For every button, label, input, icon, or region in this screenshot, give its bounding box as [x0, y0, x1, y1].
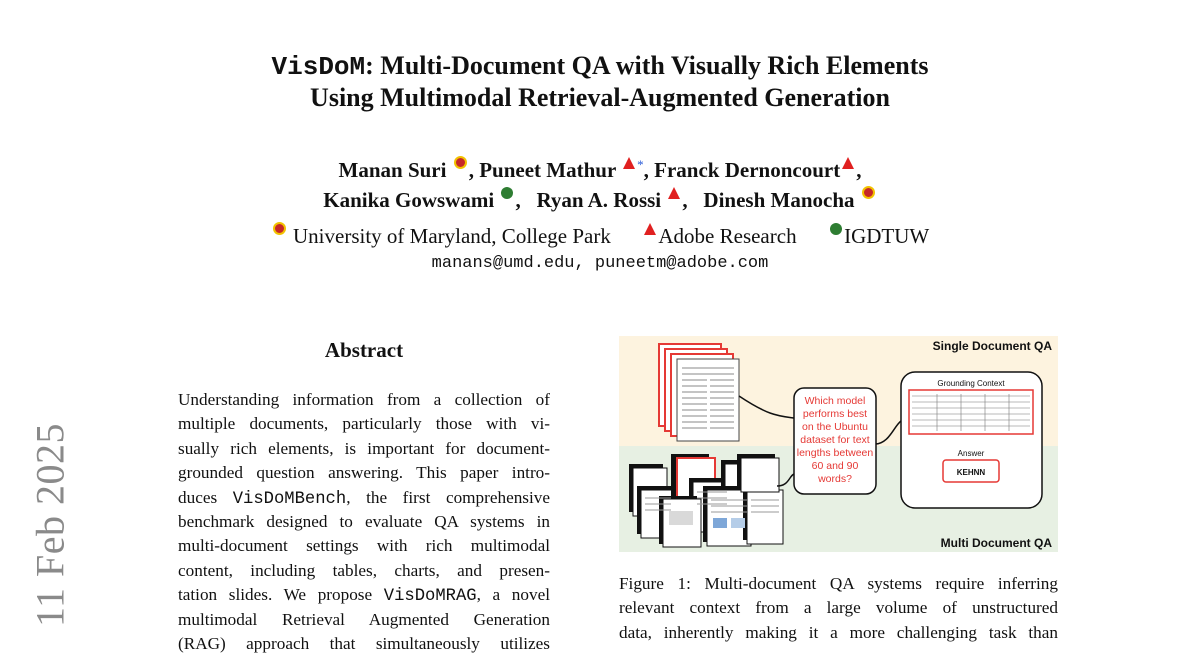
author-franck-dernoncourt: , Franck Dernoncourt — [643, 158, 841, 182]
question-line: 60 and 90 — [811, 460, 859, 472]
author-separator: , — [682, 188, 688, 212]
grounding-context-title: Grounding Context — [937, 379, 1005, 388]
grounding-table — [909, 390, 1033, 434]
single-doc-label: Single Document QA — [932, 339, 1052, 353]
umd-logo-icon — [862, 186, 875, 199]
abstract-text: , the first comprehensive — [346, 487, 550, 507]
question-line: on the Ubuntu — [802, 421, 868, 433]
figure-1 — [619, 336, 1058, 552]
abstract-line: sually rich elements, is important for document- — [178, 438, 550, 458]
abstract-line — [178, 583, 550, 607]
author-emails: manans@umd.edu, puneetm@adobe.com — [431, 254, 769, 273]
figure-1-illustration — [619, 336, 1058, 552]
adobe-logo-icon — [668, 187, 680, 199]
abstract-line: Understanding information from a collection of — [178, 390, 550, 409]
abstract-line — [178, 486, 550, 510]
corresponding-mark: * — [637, 157, 644, 172]
abstract-line: (RAG) approach that simultaneously utilizes — [178, 633, 550, 653]
adobe-logo-icon — [842, 157, 854, 169]
abstract-text: , a novel — [476, 585, 550, 605]
abstract-line: content, including tables, charts, and presen- — [178, 560, 550, 580]
figure-1-caption — [619, 572, 1058, 645]
author-dinesh-manocha: Dinesh Manocha — [703, 188, 855, 212]
question-line: lengths between — [796, 447, 874, 459]
authors-line-1 — [0, 156, 1200, 183]
abstract-line: multimodal Retrieval Augmented Generation — [178, 609, 550, 629]
author-manan-suri: Manan Suri — [338, 158, 447, 182]
adobe-logo-icon — [623, 157, 635, 169]
adobe-logo-icon — [644, 223, 656, 235]
title-system-name: VisDoM — [271, 52, 366, 82]
abstract-heading: Abstract — [324, 338, 404, 362]
paper-title-line-2: Using Multimodal Retrieval-Augmented Generation — [310, 83, 890, 112]
answer-label: Answer — [957, 449, 985, 458]
igdtuw-logo-icon — [830, 223, 842, 235]
single-document-stack — [659, 344, 739, 441]
question-line: performs best — [802, 408, 868, 420]
multi-doc-label: Multi Document QA — [940, 536, 1052, 550]
caption-line: data, inherently making it a more challenging task than — [619, 622, 1058, 642]
authors-line-2 — [0, 186, 1200, 213]
affiliation-umd: University of Maryland, College Park — [293, 224, 611, 248]
system-name: VisDoMRAG — [383, 587, 477, 607]
author-separator: , — [515, 188, 521, 212]
abstract-text: tation slides. We propose — [178, 585, 384, 605]
abstract-line: multiple documents, particularly those with vi- — [178, 414, 550, 434]
caption-line: relevant context from a large volume of unstructured — [619, 598, 1058, 618]
abstract-text: duces — [178, 487, 233, 507]
abstract-line: benchmark designed to evaluate QA systems in — [178, 511, 550, 531]
author-separator: , — [856, 158, 862, 182]
paper-title-line-1 — [0, 50, 1200, 83]
question-line: Which model — [804, 395, 866, 407]
abstract-body — [178, 388, 550, 656]
arxiv-date-text: 11 Feb 2025 — [27, 422, 73, 628]
question-line: dataset for text — [800, 434, 870, 446]
igdtuw-logo-icon — [501, 187, 513, 199]
question-line: words? — [818, 473, 852, 485]
arxiv-date-stamp — [20, 420, 80, 630]
author-kanika-gowswami: Kanika Gowswami — [323, 188, 495, 212]
author-ryan-rossi: Ryan A. Rossi — [536, 188, 662, 212]
abstract-line: grounded question answering. This paper intro- — [178, 463, 550, 483]
umd-logo-icon — [273, 222, 286, 235]
umd-logo-icon — [454, 156, 467, 169]
abstract-line: multi-document settings with rich multimodal — [178, 536, 550, 556]
author-puneet-mathur: , Puneet Mathur — [468, 158, 616, 182]
answer-value: KEHNN — [956, 468, 986, 477]
affiliation-adobe: Adobe Research — [658, 224, 797, 248]
affiliations — [0, 222, 1200, 249]
caption-line: Figure 1: Multi-document QA systems require inferring — [619, 574, 1058, 593]
system-name: VisDoMBench — [232, 489, 347, 509]
affiliation-igdtuw: IGDTUW — [844, 224, 930, 248]
title-line-1-text: : Multi-Document QA with Visually Rich Elements — [365, 51, 929, 80]
multi-document-piles — [629, 454, 783, 547]
